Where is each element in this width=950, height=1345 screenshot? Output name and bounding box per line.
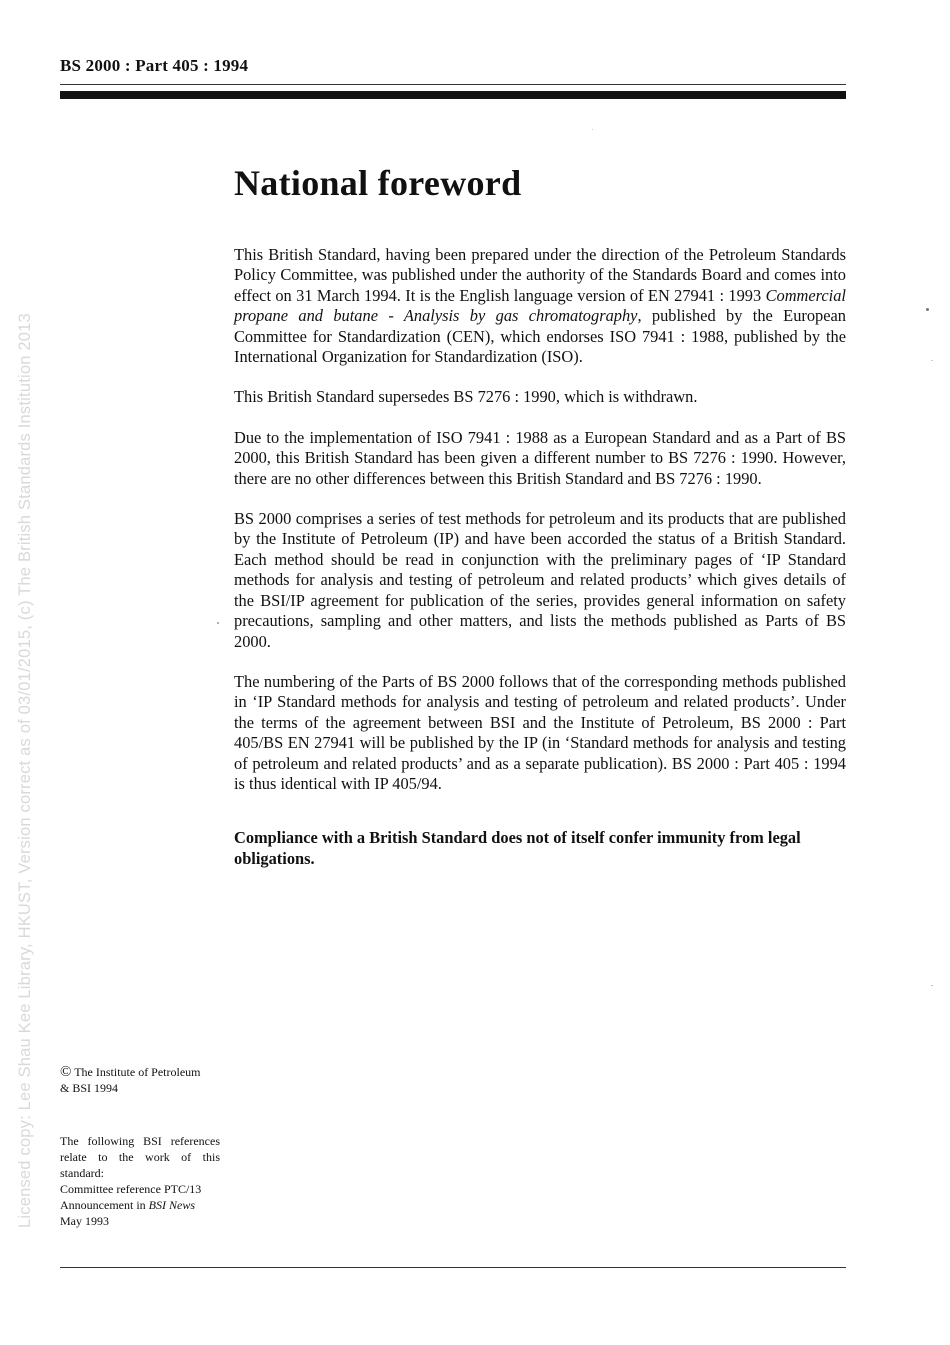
scan-speck: [592, 129, 593, 130]
header-rule-thick: [60, 91, 846, 99]
scan-speck: [926, 308, 929, 311]
announcement-prefix: Announcement in: [60, 1198, 149, 1212]
paragraph-scope: [234, 245, 846, 367]
paragraph-numbering-change: Due to the implementation of ISO 7941 : 1988 as a European Standard and as a Part of BS 2000, this British Standard has been given a different number to BS 7276 : 1990. However, there are no other differences between this British Standard and BS 7276 : 1990.: [234, 427, 846, 488]
foreword-body: [234, 245, 846, 889]
announcement-line: [60, 1197, 220, 1213]
committee-reference: Committee reference PTC/13: [60, 1182, 202, 1196]
header-rule-thin: [60, 84, 846, 85]
scan-speck: [931, 985, 933, 986]
paragraph-scope-text-1: This British Standard, having been prepared under the direction of the Petroleum Standards Policy Committee, was published under the authority of the Standards Board and comes into effect on 31 March 1994. It is the English language version of EN 27941 : 1993: [234, 245, 846, 305]
paragraph-series-description: BS 2000 comprises a series of test methods for petroleum and its products that are published by the Institute of Petroleum (IP) and have been accorded the status of a British Standard. Each method should be read in conjunction with the preliminary pages of ‘IP Standard methods for analysis and testing of petroleum and related products’ which gives details of the BSI/IP agreement for publication of the series, provides general information on safety precautions, sampling and other matters, and lists the methods published as Parts of BS 2000.: [234, 509, 846, 651]
paragraph-supersedes: This British Standard supersedes BS 7276 : 1990, which is withdrawn.: [234, 387, 698, 407]
license-watermark: Licensed copy: Lee Shau Kee Library, HKUST, Version correct as of 03/01/2015, (c) The British Standards Institution 2013: [16, 313, 34, 1228]
standard-title-italic: Commercial propane and butane - Analysis by gas chromatography: [234, 285, 846, 326]
paragraph-numbering-agreement: The numbering of the Parts of BS 2000 follows that of the corresponding methods published in ‘IP Standard methods for analysis and testing of petroleum and related products’. Under the terms of the agreement between BSI and the Institute of Petroleum, BS 2000 : Part 405/BS EN 27941 will be published by the IP (in ‘Standard methods for analysis and testing of petroleum and related products’ and as a separate publication). BS 2000 : Part 405 : 1994 is thus identical with IP 405/94.: [234, 671, 846, 793]
running-header: BS 2000 : Part 405 : 1994: [60, 56, 249, 75]
compliance-statement: Compliance with a British Standard does not of itself confer immunity from legal obligations.: [234, 828, 801, 868]
footer-rule: [60, 1267, 846, 1268]
scan-speck: [217, 622, 219, 624]
scan-speck: [931, 360, 933, 361]
copyright-year: & BSI 1994: [60, 1081, 119, 1095]
references-intro: The following BSI references relate to the work of this standard:: [60, 1134, 220, 1180]
copyright-notice: [60, 1064, 220, 1096]
announcement-publication: BSI News: [148, 1198, 195, 1212]
bsi-references: [60, 1133, 220, 1229]
page-title: National foreword: [234, 163, 522, 203]
copyright-holder: The Institute of Petroleum: [74, 1065, 201, 1079]
paragraph-scope-text-2: , published by the European Committee for Standardization (CEN), which endorses ISO 7941 : 1988, published by the International Organization for Standardization (ISO).: [234, 306, 846, 367]
announcement-date: May 1993: [60, 1214, 109, 1228]
copyright-symbol: ©: [60, 1064, 72, 1080]
